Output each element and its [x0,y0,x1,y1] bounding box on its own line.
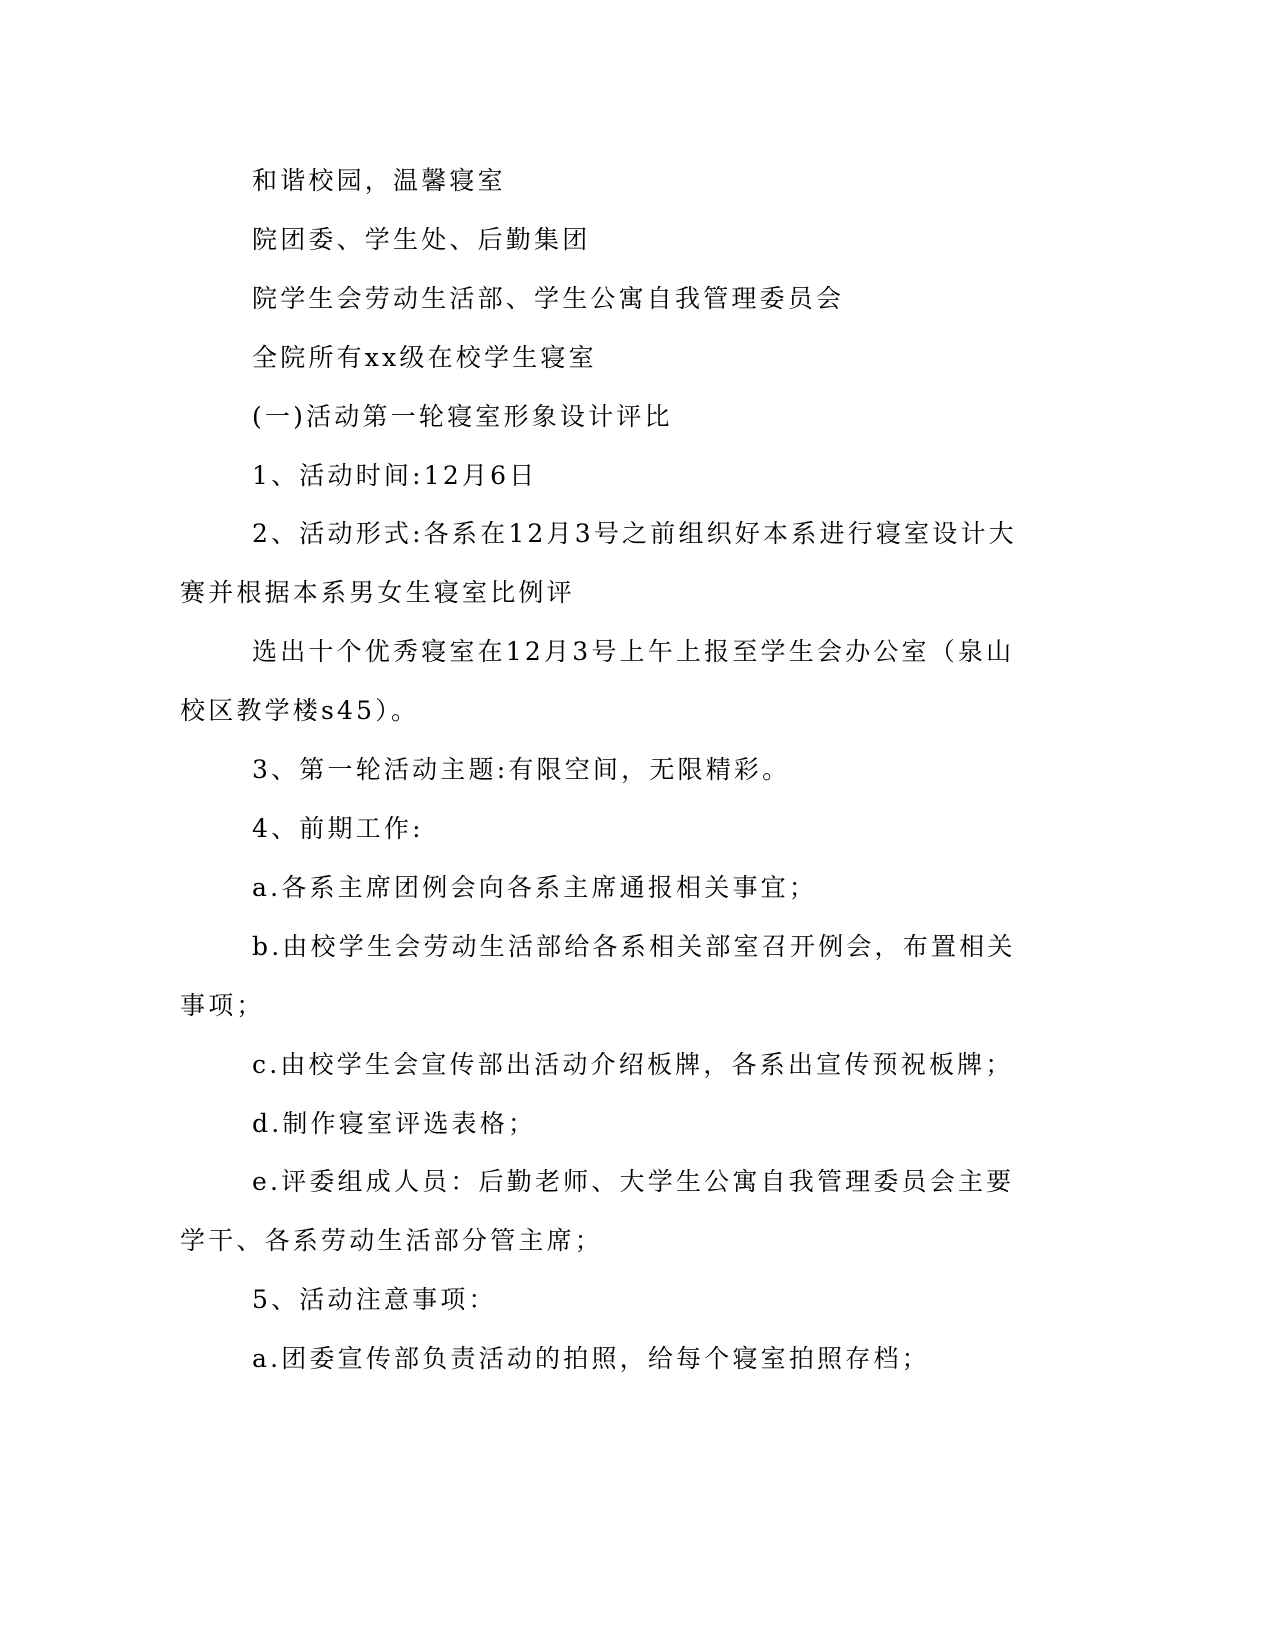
list-item-d: d.制作寝室评选表格； [252,1108,537,1138]
section-heading: (一)活动第一轮寝室形象设计评比 [252,401,673,431]
paragraph-selection: 选出十个优秀寝室在12月3号上午上报至学生会办公室（泉山校区教学楼s45）。 [180,637,1015,726]
paragraph-notes: 5、活动注意事项： [252,1285,497,1315]
paragraph-preparation: 4、前期工作: [252,813,424,843]
list-item-b: b.由校学生会劳动生活部给各系相关部室召开例会，布置相关事项； [180,931,1016,1020]
list-item-e: e.评委组成人员：后勤老师、大学生公寓自我管理委员会主要学干、各系劳动生活部分管主席； [180,1167,1015,1256]
paragraph-activity-form: 2、活动形式:各系在12月3号之前组织好本系进行寝室设计大赛并根据本系男女生寝室比例评 [180,519,1017,608]
notes-item-a: a.团委宣传部负责活动的拍照，给每个寝室拍照存档； [252,1344,930,1374]
list-item-a: a.各系主席团例会向各系主席通报相关事宜； [252,872,818,902]
list-item-c: c.由校学生会宣传部出活动介绍板牌，各系出宣传预祝板牌； [252,1049,1014,1079]
document-body [180,152,1040,1389]
paragraph-organizers: 院团委、学生处、后勤集团 [252,224,591,254]
paragraph-theme: 和谐校园，温馨寝室 [252,166,506,195]
paragraph-activity-time: 1、活动时间:12月6日 [252,460,538,490]
paragraph-undertakers: 院学生会劳动生活部、学生公寓自我管理委员会 [252,283,845,313]
paragraph-activity-theme: 3、第一轮活动主题:有限空间，无限精彩。 [252,755,791,785]
paragraph-participants: 全院所有xx级在校学生寝室 [252,342,597,372]
